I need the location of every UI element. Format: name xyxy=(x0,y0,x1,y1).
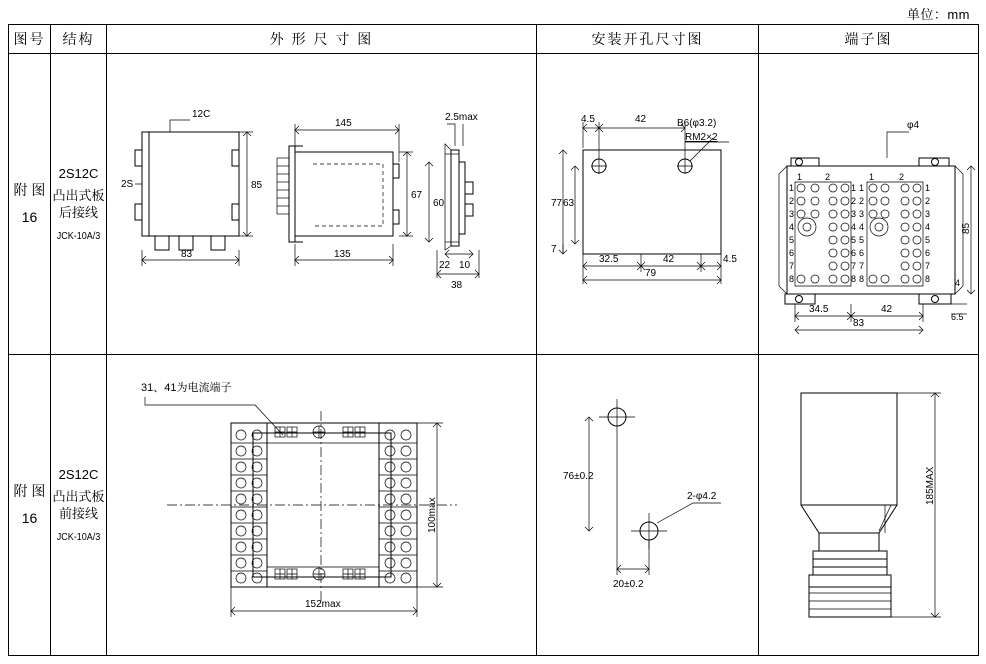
svg-text:8: 8 xyxy=(859,274,865,284)
svg-text:60: 60 xyxy=(433,198,445,209)
svg-text:85: 85 xyxy=(961,222,972,234)
svg-text:2: 2 xyxy=(825,172,831,182)
fig-no-text-1: 附 图 16 xyxy=(13,182,46,225)
svg-text:7: 7 xyxy=(925,261,931,271)
unit-label: 单位：mm xyxy=(906,7,970,22)
svg-text:4: 4 xyxy=(955,278,961,288)
svg-text:100max: 100max xyxy=(427,497,438,533)
svg-text:6.5: 6.5 xyxy=(951,312,964,322)
svg-text:85: 85 xyxy=(251,180,263,191)
table-header-row xyxy=(9,25,979,54)
svg-text:6: 6 xyxy=(851,248,857,258)
terminal-drawing-2 xyxy=(759,355,978,655)
svg-text:1: 1 xyxy=(925,183,931,193)
header-terminal: 端子图 xyxy=(759,25,979,54)
header-structure: 结构 xyxy=(51,25,107,54)
svg-text:RM2×2: RM2×2 xyxy=(685,132,718,143)
svg-text:1: 1 xyxy=(789,183,795,193)
svg-text:22: 22 xyxy=(439,260,451,271)
mounting-drawing-1 xyxy=(537,54,758,354)
svg-text:φ4: φ4 xyxy=(907,120,920,131)
svg-text:38: 38 xyxy=(451,280,463,291)
svg-text:5: 5 xyxy=(859,235,865,245)
cell-fig-no-2 xyxy=(9,355,51,656)
structure-code-1: 2S12C xyxy=(58,165,99,181)
outline-drawing-1 xyxy=(107,54,536,354)
svg-text:42: 42 xyxy=(663,254,675,265)
svg-text:2-φ4.2: 2-φ4.2 xyxy=(687,491,717,502)
svg-text:6: 6 xyxy=(859,248,865,258)
svg-text:77: 77 xyxy=(551,198,563,209)
svg-text:4.5: 4.5 xyxy=(723,254,737,265)
cell-outline-1 xyxy=(107,54,537,355)
structure-desc-1: 凸出式板后接线 xyxy=(52,188,105,221)
structure-code-2: 2S12C xyxy=(58,466,99,482)
structure-model-2: JCK-10A/3 xyxy=(56,531,101,543)
svg-text:2: 2 xyxy=(925,196,931,206)
svg-text:6: 6 xyxy=(789,248,795,258)
svg-text:4.5: 4.5 xyxy=(581,114,595,125)
header-outline: 外 形 尺 寸 图 xyxy=(107,25,537,54)
svg-text:42: 42 xyxy=(881,304,893,315)
svg-text:1: 1 xyxy=(869,172,875,182)
svg-text:7: 7 xyxy=(551,244,557,255)
svg-text:79: 79 xyxy=(645,268,657,279)
cell-terminal-1 xyxy=(759,54,979,355)
cell-structure-2 xyxy=(51,355,107,656)
svg-text:135: 135 xyxy=(334,249,351,260)
header-fig-no: 图号 xyxy=(9,25,51,54)
cell-mounting-1 xyxy=(537,54,759,355)
terminal-drawing-1 xyxy=(759,54,978,354)
svg-text:32.5: 32.5 xyxy=(599,254,619,265)
svg-text:3: 3 xyxy=(789,209,795,219)
svg-text:2: 2 xyxy=(789,196,795,206)
cell-terminal-2 xyxy=(759,355,979,656)
svg-text:152max: 152max xyxy=(305,599,341,610)
svg-text:3: 3 xyxy=(859,209,865,219)
header-mounting: 安装开孔尺寸图 xyxy=(537,25,759,54)
svg-text:2: 2 xyxy=(851,196,857,206)
svg-text:63: 63 xyxy=(563,198,575,209)
svg-text:20±0.2: 20±0.2 xyxy=(613,579,644,590)
svg-text:34.5: 34.5 xyxy=(809,304,829,315)
svg-text:10: 10 xyxy=(459,260,471,271)
svg-text:6: 6 xyxy=(925,248,931,258)
svg-text:7: 7 xyxy=(789,261,795,271)
svg-text:83: 83 xyxy=(181,249,193,260)
svg-text:7: 7 xyxy=(859,261,865,271)
structure-desc-2: 凸出式板前接线 xyxy=(52,489,105,522)
cell-outline-2 xyxy=(107,355,537,656)
cell-fig-no-1 xyxy=(9,54,51,355)
svg-text:42: 42 xyxy=(635,114,647,125)
svg-text:4: 4 xyxy=(925,222,931,232)
cell-mounting-2 xyxy=(537,355,759,656)
current-terminal-note: 31、41为电流端子 xyxy=(141,382,232,394)
svg-text:5: 5 xyxy=(789,235,795,245)
svg-text:5: 5 xyxy=(851,235,857,245)
svg-text:3: 3 xyxy=(925,209,931,219)
mounting-drawing-2 xyxy=(537,355,758,655)
svg-text:7: 7 xyxy=(851,261,857,271)
svg-text:1: 1 xyxy=(859,183,865,193)
specification-table xyxy=(8,24,979,656)
svg-text:8: 8 xyxy=(789,274,795,284)
svg-text:4: 4 xyxy=(859,222,865,232)
svg-text:3: 3 xyxy=(851,209,857,219)
svg-text:B6(φ3.2): B6(φ3.2) xyxy=(677,118,717,129)
svg-text:76±0.2: 76±0.2 xyxy=(563,471,594,482)
svg-text:2: 2 xyxy=(859,196,865,206)
svg-text:2: 2 xyxy=(899,172,905,182)
svg-text:83: 83 xyxy=(853,318,865,329)
svg-text:4: 4 xyxy=(851,222,857,232)
svg-text:4: 4 xyxy=(789,222,795,232)
svg-text:8: 8 xyxy=(851,274,857,284)
structure-model-1: JCK-10A/3 xyxy=(56,230,101,242)
outline-drawing-2 xyxy=(107,355,536,655)
cell-structure-1 xyxy=(51,54,107,355)
svg-text:2S: 2S xyxy=(121,179,134,190)
svg-text:8: 8 xyxy=(925,274,931,284)
svg-text:67: 67 xyxy=(411,190,423,201)
svg-text:12C: 12C xyxy=(192,109,211,120)
svg-text:145: 145 xyxy=(335,118,352,129)
svg-text:2.5max: 2.5max xyxy=(445,112,478,123)
svg-text:1: 1 xyxy=(797,172,803,182)
table-row xyxy=(9,355,979,656)
fig-no-text-2: 附 图 16 xyxy=(13,483,46,526)
svg-text:185MAX: 185MAX xyxy=(925,466,936,505)
table-row xyxy=(9,54,979,355)
svg-text:1: 1 xyxy=(851,183,857,193)
svg-text:5: 5 xyxy=(925,235,931,245)
